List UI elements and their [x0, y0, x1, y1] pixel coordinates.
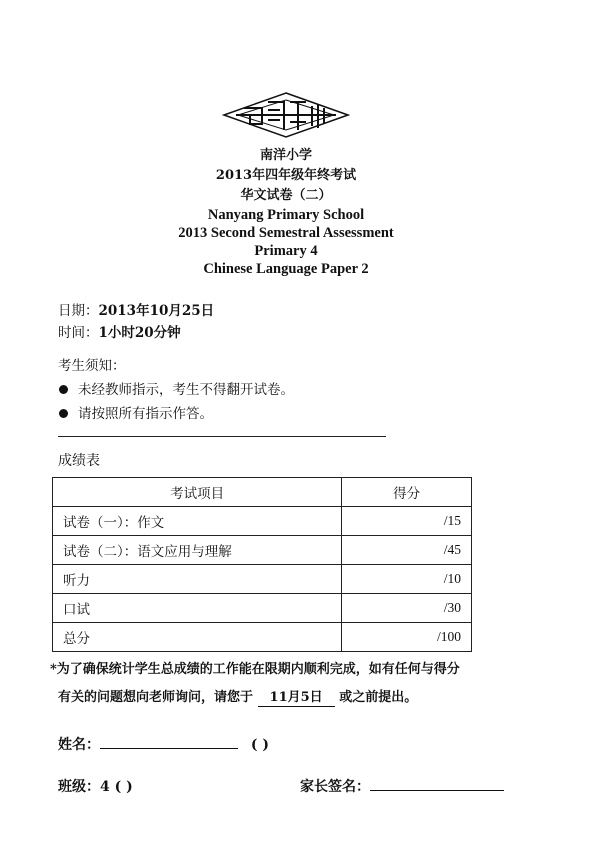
row-score: /10	[342, 565, 472, 594]
parent-signature-blank[interactable]	[370, 776, 504, 791]
row-score: /100	[342, 623, 472, 652]
paper-title-en: Chinese Language Paper 2	[203, 261, 369, 277]
name-paren: ( )	[250, 737, 269, 753]
row-score: /45	[342, 536, 472, 565]
row-item: 听力	[53, 565, 342, 594]
footnote-line-2: 有关的问题想向老师询问，请您于 11月5日 或之前提出。	[58, 690, 418, 705]
bullet-icon	[59, 385, 68, 394]
row-item: 试卷（二）：语文应用与理解	[53, 536, 342, 565]
paper-title-cn: 华文试卷（二）	[240, 188, 332, 203]
time-value: 1小时20分钟	[98, 325, 181, 341]
column-header-score: 得分	[342, 478, 472, 507]
parent-signature-field[interactable]	[300, 776, 504, 796]
row-score: /15	[342, 507, 472, 536]
exam-header	[0, 146, 572, 278]
instructions-list	[58, 378, 294, 426]
instructions-title: 考生须知：	[58, 358, 126, 374]
exam-title-cn: 2013年四年级年终考试	[215, 168, 357, 183]
school-name-en: Nanyang Primary School	[207, 207, 365, 223]
footnote	[50, 656, 580, 712]
column-header-item: 考试项目	[53, 478, 342, 507]
school-name-cn: 南洋小学	[259, 148, 312, 163]
exam-title-en: 2013 Second Semestral Assessment	[178, 225, 394, 241]
instruction-item: 请按照所有指示作答。	[58, 402, 294, 426]
class-label: 班级：4 ( )	[58, 779, 133, 795]
row-item: 口试	[53, 594, 342, 623]
row-score: /30	[342, 594, 472, 623]
class-field[interactable]	[58, 776, 133, 796]
date-label: 日期：	[58, 303, 99, 319]
date-line	[58, 300, 214, 322]
level-en: Primary 4	[254, 243, 318, 259]
name-field[interactable]	[58, 734, 269, 754]
table-header-row	[53, 478, 472, 507]
parent-signature-label: 家长签名：	[300, 779, 370, 795]
table-row-total	[53, 623, 472, 652]
time-line	[58, 322, 181, 344]
deadline-date: 11月5日	[258, 690, 335, 707]
table-row	[53, 565, 472, 594]
row-item: 总分	[53, 623, 342, 652]
name-blank[interactable]	[100, 734, 238, 749]
name-label: 姓名：	[58, 737, 100, 753]
table-row	[53, 594, 472, 623]
time-label: 时间：	[58, 325, 99, 341]
table-row	[53, 507, 472, 536]
table-row	[53, 536, 472, 565]
date-value: 2013年10月25日	[98, 303, 215, 319]
instruction-item: 未经教师指示，考生不得翻开试卷。	[58, 378, 294, 402]
footnote-line-1: *为了确保统计学生总成绩的工作能在限期内顺利完成，如有任何与得分	[50, 662, 460, 677]
school-logo	[222, 92, 350, 138]
score-table-title: 成绩表	[58, 453, 100, 469]
row-item: 试卷（一）：作文	[53, 507, 342, 536]
bullet-icon	[59, 409, 68, 418]
score-table	[52, 477, 472, 652]
divider	[58, 436, 386, 437]
